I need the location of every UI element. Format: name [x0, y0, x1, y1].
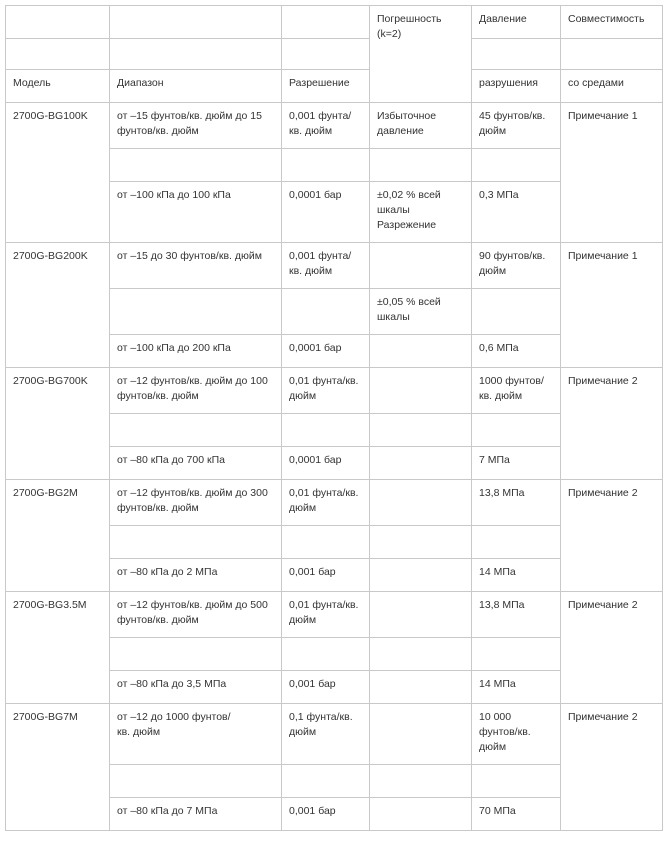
empty-cell: [472, 765, 561, 798]
resolution-cell: 0,01 фунта/кв. дюйм: [282, 592, 370, 638]
header-row-3: [6, 70, 663, 103]
burst-pressure-cell: 0,3 МПа: [472, 182, 561, 243]
range-cell: от –12 фунтов/кв. дюйм до 500 фунтов/кв. дюйм: [110, 592, 282, 638]
empty-cell: [472, 289, 561, 335]
empty-cell: [370, 765, 472, 798]
resolution-cell: 0,001 фунта/ кв. дюйм: [282, 243, 370, 289]
empty-cell: [282, 414, 370, 447]
range-cell: от –80 кПа до 3,5 МПа: [110, 671, 282, 704]
accuracy-cell: [370, 447, 472, 480]
table-row: [6, 243, 663, 289]
accuracy-cell: [370, 368, 472, 414]
model-cell: 2700G-BG100K: [6, 103, 110, 243]
empty-cell: [110, 526, 282, 559]
header-cell-empty: [472, 39, 561, 70]
empty-cell: [370, 526, 472, 559]
header-row-2: [6, 39, 663, 70]
model-cell: 2700G-BG7M: [6, 704, 110, 831]
table-row: [6, 103, 663, 149]
range-cell: от –100 кПа до 100 кПа: [110, 182, 282, 243]
empty-cell: [282, 638, 370, 671]
burst-pressure-cell: 7 МПа: [472, 447, 561, 480]
empty-cell: [110, 414, 282, 447]
empty-cell: [370, 638, 472, 671]
empty-cell: [110, 289, 282, 335]
header-cell-empty: [6, 39, 110, 70]
model-cell: 2700G-BG2M: [6, 480, 110, 592]
range-cell: от –15 фунтов/кв. дюйм до 15 фунтов/кв. дюйм: [110, 103, 282, 149]
media-compat-cell: Примечание 2: [561, 704, 663, 831]
header-accuracy: Погрешность (k=2): [370, 6, 472, 103]
range-cell: от –12 фунтов/кв. дюйм до 100 фунтов/кв. дюйм: [110, 368, 282, 414]
burst-pressure-cell: 13,8 МПа: [472, 480, 561, 526]
empty-cell: [282, 526, 370, 559]
media-compat-cell: Примечание 2: [561, 592, 663, 704]
range-cell: от –80 кПа до 700 кПа: [110, 447, 282, 480]
model-cell: 2700G-BG200K: [6, 243, 110, 368]
resolution-cell: 0,001 бар: [282, 559, 370, 592]
accuracy-cell: [370, 243, 472, 289]
empty-cell: [110, 149, 282, 182]
model-cell: 2700G-BG3.5M: [6, 592, 110, 704]
header-cell-empty: [561, 39, 663, 70]
accuracy-cell: [370, 335, 472, 368]
burst-pressure-cell: 70 МПа: [472, 798, 561, 831]
table-row: [6, 480, 663, 526]
burst-pressure-cell: 13,8 МПа: [472, 592, 561, 638]
accuracy-cell: [370, 592, 472, 638]
empty-cell: [282, 289, 370, 335]
media-compat-cell: Примечание 1: [561, 103, 663, 243]
header-cell-empty: [282, 39, 370, 70]
empty-cell: [110, 638, 282, 671]
accuracy-cell: Избыточное давление: [370, 103, 472, 149]
accuracy-cell: [370, 480, 472, 526]
resolution-cell: 0,001 бар: [282, 798, 370, 831]
empty-cell: [472, 414, 561, 447]
empty-cell: [472, 526, 561, 559]
empty-cell: [472, 638, 561, 671]
header-cell-empty: [282, 6, 370, 39]
media-compat-cell: Примечание 2: [561, 368, 663, 480]
header-cell-empty: [110, 39, 282, 70]
header-pressure-bottom: разрушения: [472, 70, 561, 103]
header-compat-bottom: со средами: [561, 70, 663, 103]
range-cell: от –80 кПа до 7 МПа: [110, 798, 282, 831]
burst-pressure-cell: 14 МПа: [472, 559, 561, 592]
header-cell-empty: [110, 6, 282, 39]
range-cell: от –15 до 30 фунтов/кв. дюйм: [110, 243, 282, 289]
range-cell: от –80 кПа до 2 МПа: [110, 559, 282, 592]
accuracy-cell: ±0,05 % всей шкалы: [370, 289, 472, 335]
empty-cell: [472, 149, 561, 182]
burst-pressure-cell: 90 фунтов/кв. дюйм: [472, 243, 561, 289]
accuracy-cell: [370, 704, 472, 765]
resolution-cell: 0,1 фунта/кв. дюйм: [282, 704, 370, 765]
accuracy-cell: [370, 559, 472, 592]
accuracy-cell: [370, 798, 472, 831]
resolution-cell: 0,001 бар: [282, 671, 370, 704]
resolution-cell: 0,0001 бар: [282, 335, 370, 368]
resolution-cell: 0,0001 бар: [282, 447, 370, 480]
header-model: Модель: [6, 70, 110, 103]
burst-pressure-cell: 45 фунтов/кв. дюйм: [472, 103, 561, 149]
resolution-cell: 0,01 фунта/кв. дюйм: [282, 480, 370, 526]
empty-cell: [282, 765, 370, 798]
empty-cell: [110, 765, 282, 798]
header-pressure-top: Давление: [472, 6, 561, 39]
resolution-cell: 0,01 фунта/кв. дюйм: [282, 368, 370, 414]
table-row: [6, 368, 663, 414]
burst-pressure-cell: 1000 фунтов/ кв. дюйм: [472, 368, 561, 414]
media-compat-cell: Примечание 2: [561, 480, 663, 592]
table-row: [6, 592, 663, 638]
header-range: Диапазон: [110, 70, 282, 103]
accuracy-cell: ±0,02 % всей шкалы Разрежение: [370, 182, 472, 243]
header-compat-top: Совместимость: [561, 6, 663, 39]
empty-cell: [282, 149, 370, 182]
accuracy-cell: [370, 671, 472, 704]
burst-pressure-cell: 14 МПа: [472, 671, 561, 704]
header-resolution: Разрешение: [282, 70, 370, 103]
burst-pressure-cell: 10 000 фунтов/кв. дюйм: [472, 704, 561, 765]
header-row-1: [6, 6, 663, 39]
empty-cell: [370, 414, 472, 447]
resolution-cell: 0,001 фунта/ кв. дюйм: [282, 103, 370, 149]
range-cell: от –12 до 1000 фунтов/ кв. дюйм: [110, 704, 282, 765]
empty-cell: [370, 149, 472, 182]
range-cell: от –12 фунтов/кв. дюйм до 300 фунтов/кв. дюйм: [110, 480, 282, 526]
header-cell-empty: [6, 6, 110, 39]
model-cell: 2700G-BG700K: [6, 368, 110, 480]
media-compat-cell: Примечание 1: [561, 243, 663, 368]
range-cell: от –100 кПа до 200 кПа: [110, 335, 282, 368]
specifications-table: [5, 5, 663, 831]
resolution-cell: 0,0001 бар: [282, 182, 370, 243]
burst-pressure-cell: 0,6 МПа: [472, 335, 561, 368]
table-row: [6, 704, 663, 765]
